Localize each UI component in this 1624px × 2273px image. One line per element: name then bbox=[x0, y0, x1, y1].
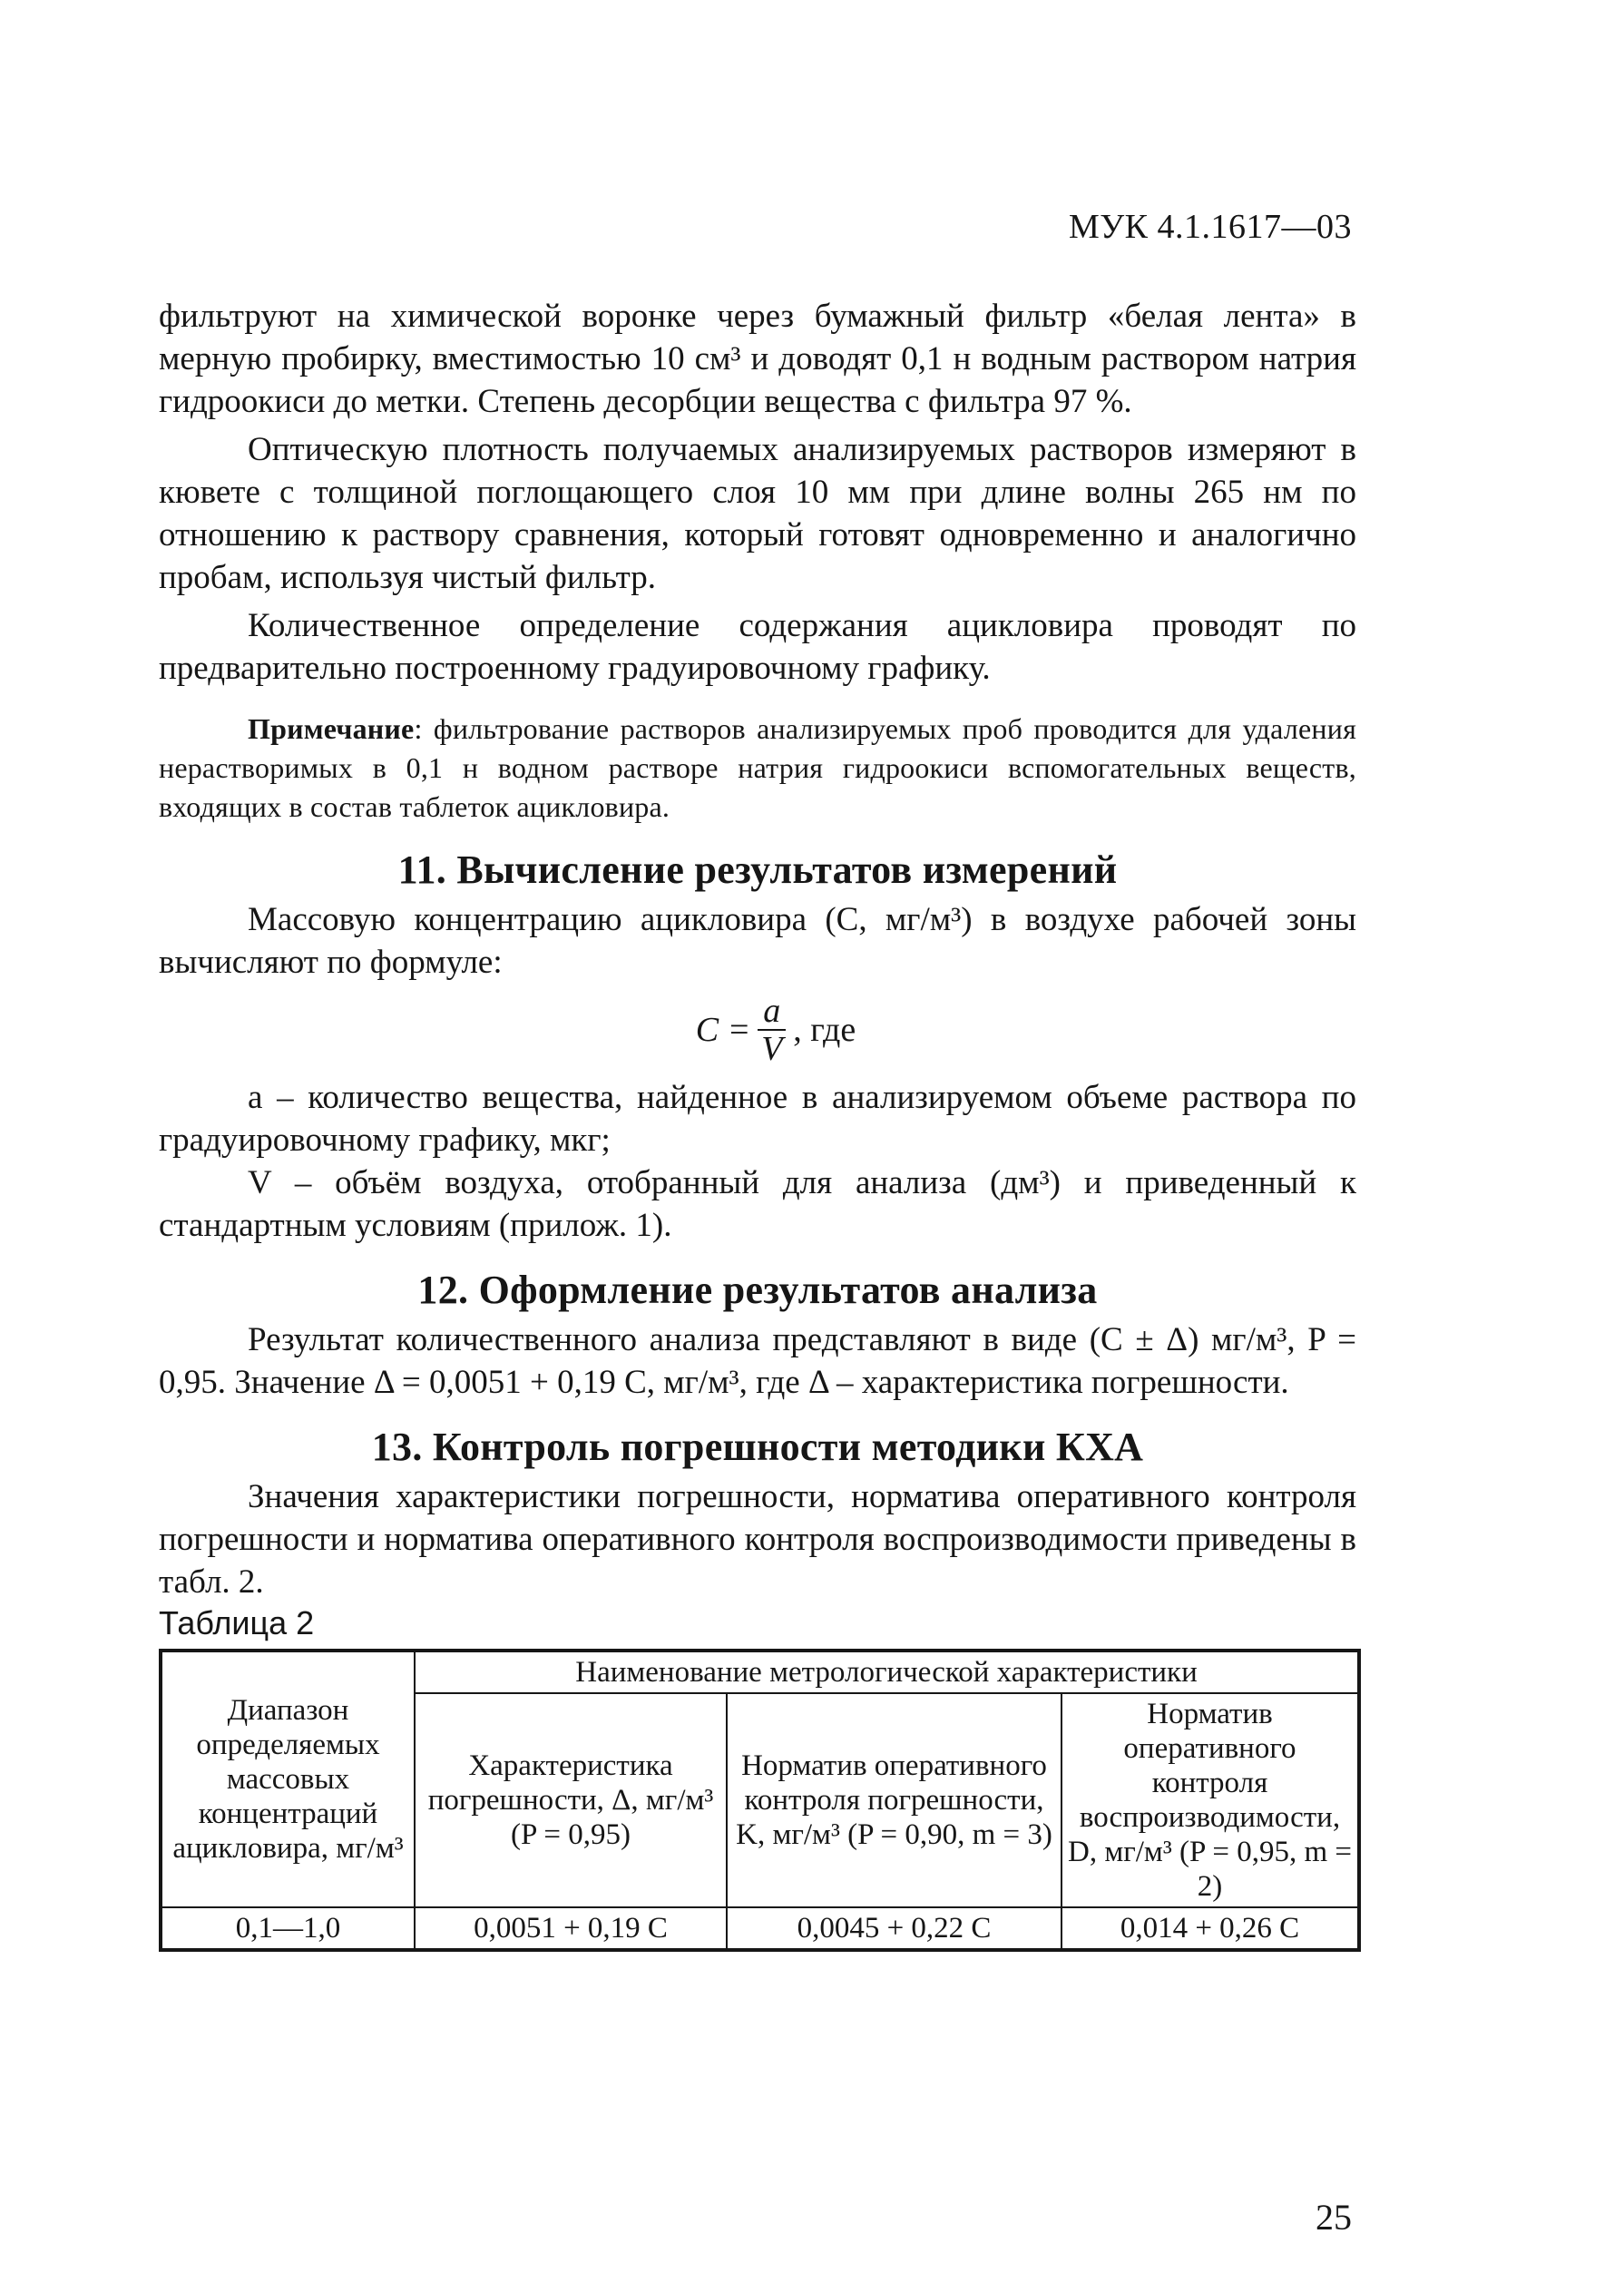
table-cell-range: 0,1—1,0 bbox=[161, 1907, 415, 1950]
section-12-text: Результат количественного анализа представляют в виде (C ± Δ) мг/м³, P = 0,95. Значение Δ = 0,0051 + 0,19 C, мг/м³, где Δ – характеристика погрешности. bbox=[159, 1321, 1356, 1401]
formula bbox=[159, 993, 1356, 1067]
table-header-row bbox=[161, 1651, 1359, 1693]
formula-suffix: , где bbox=[793, 1010, 856, 1049]
page-content bbox=[159, 295, 1356, 1952]
section-11-title: 11. Вычисление результатов измерений bbox=[397, 847, 1118, 892]
section-11-intro: Массовую концентрацию ацикловира (C, мг/м³) в воздухе рабочей зоны вычисляют по формуле: bbox=[159, 901, 1356, 981]
definition-a: a – количество вещества, найденное в анализируемом объеме раствора по градуировочному графику, мкг; bbox=[159, 1079, 1356, 1159]
table-header-group: Наименование метрологической характеристики bbox=[415, 1651, 1359, 1693]
definition-v: V – объём воздуха, отобранный для анализа (дм³) и приведенный к стандартным условиям (прилож. 1). bbox=[159, 1164, 1356, 1244]
section-12-title: 12. Оформление результатов анализа bbox=[417, 1268, 1098, 1312]
section-13-title: 13. Контроль погрешности методики КХА bbox=[371, 1425, 1144, 1469]
formula-lhs: C = bbox=[695, 1010, 751, 1049]
metrology-table bbox=[159, 1649, 1361, 1952]
table-cell-reproducibility: 0,014 + 0,26 C bbox=[1061, 1907, 1359, 1950]
section-13-text: Значения характеристики погрешности, норматива оперативного контроля погрешности и норматива оперативного контроля воспроизводимости приведены в табл. 2. bbox=[159, 1478, 1356, 1601]
table-cell-error: 0,0051 + 0,19 C bbox=[415, 1907, 727, 1950]
formula-numerator: a bbox=[758, 993, 786, 1031]
paragraph-filtering: фильтруют на химической воронке через бумажный фильтр «белая лента» в мерную пробирку, вместимостью 10 см³ и доводят 0,1 н водным раствором натрия гидроокиси до метки. Степень десорбции вещества с фильтра 97 %. bbox=[159, 298, 1356, 420]
note-label: Примечание bbox=[248, 712, 415, 745]
formula-fraction bbox=[758, 993, 786, 1067]
table-header-range: Диапазон определяемых массовых концентраций ацикловира, мг/м³ bbox=[161, 1651, 415, 1907]
table-row bbox=[161, 1907, 1359, 1950]
table-caption: Таблица 2 bbox=[159, 1604, 315, 1641]
formula-denominator: V bbox=[761, 1030, 783, 1068]
note-text: : фильтрование растворов анализируемых проб проводится для удаления нерастворимых в 0,1 н водном растворе натрия гидроокиси вспомогательных веществ, входящих в состав таблеток ацикловира. bbox=[159, 712, 1356, 823]
document-code: МУК 4.1.1617—03 bbox=[1068, 208, 1352, 246]
page-number: 25 bbox=[1316, 2197, 1352, 2238]
table-header-reproducibility: Норматив оперативного контроля воспроизводимости, D, мг/м³ (P = 0,95, m = 2) bbox=[1061, 1693, 1359, 1907]
table-header-error-control: Норматив оперативного контроля погрешности, K, мг/м³ (P = 0,90, m = 3) bbox=[727, 1693, 1061, 1907]
note bbox=[159, 710, 1356, 827]
table-cell-error-control: 0,0045 + 0,22 C bbox=[727, 1907, 1061, 1950]
table-header-error: Характеристика погрешности, Δ, мг/м³ (P = 0,95) bbox=[415, 1693, 727, 1907]
paragraph-optical-density: Оптическую плотность получаемых анализируемых растворов измеряют в кювете с толщиной поглощающего слоя 10 мм при длине волны 265 нм по отношению к раствору сравнения, который готовят одновременно и аналогично пробам, используя чистый фильтр. bbox=[159, 431, 1356, 596]
paragraph-quantitative: Количественное определение содержания ацикловира проводят по предварительно построенному градуировочному графику. bbox=[159, 607, 1356, 687]
